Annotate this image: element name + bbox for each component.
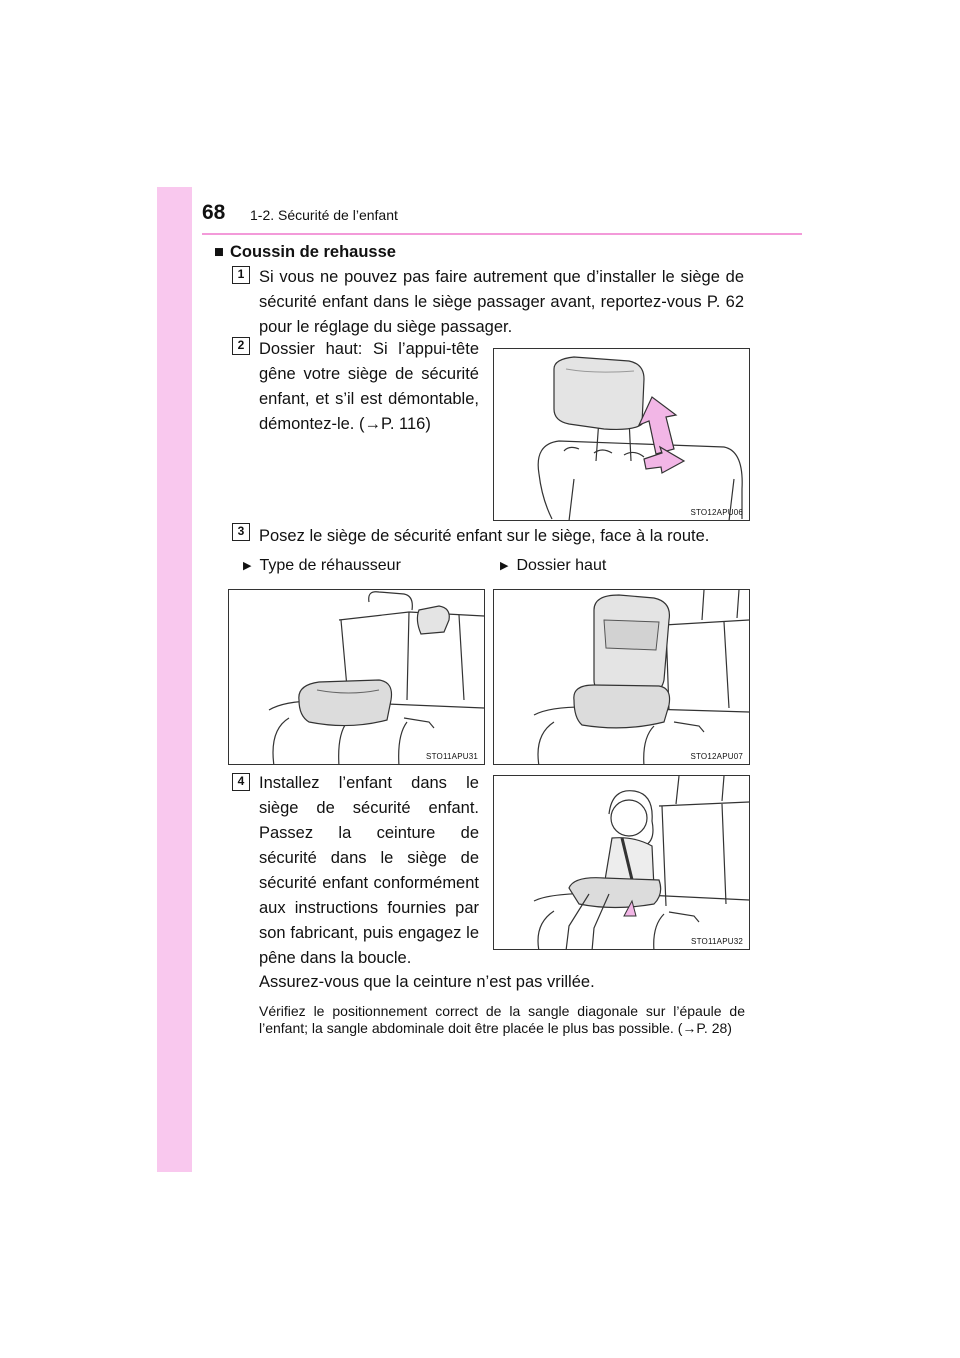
figure-code: STO12APU07 — [690, 752, 743, 761]
booster-cushion-figure — [228, 589, 485, 765]
type-label-highback — [500, 557, 606, 575]
child-seated-figure — [493, 775, 750, 950]
triangle-bullet-icon: ▶ — [243, 560, 252, 572]
header-rule — [202, 233, 802, 235]
figure-code: STO11APU32 — [691, 937, 743, 946]
section-title: 1-2. Sécurité de l’enfant — [250, 207, 398, 223]
headrest-removal-figure — [493, 348, 750, 521]
section-heading — [214, 243, 396, 262]
triangle-bullet-icon: ▶ — [500, 560, 509, 572]
note-text: Vérifiez le positionnement correct de la sangle diagonale sur l’épaule de l’enfant; la sangle abdominale doit être placée le plus bas possible. (→P. 28) — [259, 1003, 745, 1036]
page-number: 68 — [202, 201, 226, 224]
step-2-badge: 2 — [232, 337, 250, 355]
step-1-badge: 1 — [232, 266, 250, 284]
figure-code: STO11APU31 — [426, 752, 478, 761]
step-3-text: Posez le siège de sécurité enfant sur le siège, face à la route. — [259, 527, 710, 545]
step-1-text: Si vous ne pouvez pas faire autrement que d’installer le siège de sécurité enfant dans le siège passager avant, reportez-vous P. 62 pour le réglage du siège passager. — [259, 268, 744, 336]
square-marker-icon: ■ — [214, 243, 224, 261]
type-label-highback-text: Dossier haut — [516, 557, 607, 574]
step-3-badge: 3 — [232, 523, 250, 541]
type-label-booster — [243, 557, 401, 575]
figure-code: STO12APU06 — [690, 508, 743, 517]
belt-check-text: Assurez-vous que la ceinture n’est pas vrillée. — [259, 973, 595, 991]
step-4-text: Installez l’enfant dans le siège de sécurité enfant. Passez la ceinture de sécurité dans le siège de sécurité enfant conformément aux instructions fournies par son fabricant, puis engagez le pêne dans la boucle. — [259, 774, 479, 967]
type-label-booster-text: Type de réhausseur — [259, 557, 401, 574]
step-2-text: Dossier haut: Si l’appui-tête gêne votre siège de sécurité enfant, et s’il est démontable, démontez-le. (→P. 116) — [259, 340, 479, 433]
pink-margin-bar — [157, 187, 192, 1172]
section-heading-text: Coussin de rehausse — [229, 243, 396, 261]
high-back-booster-figure — [493, 589, 750, 765]
step-4-badge: 4 — [232, 773, 250, 791]
